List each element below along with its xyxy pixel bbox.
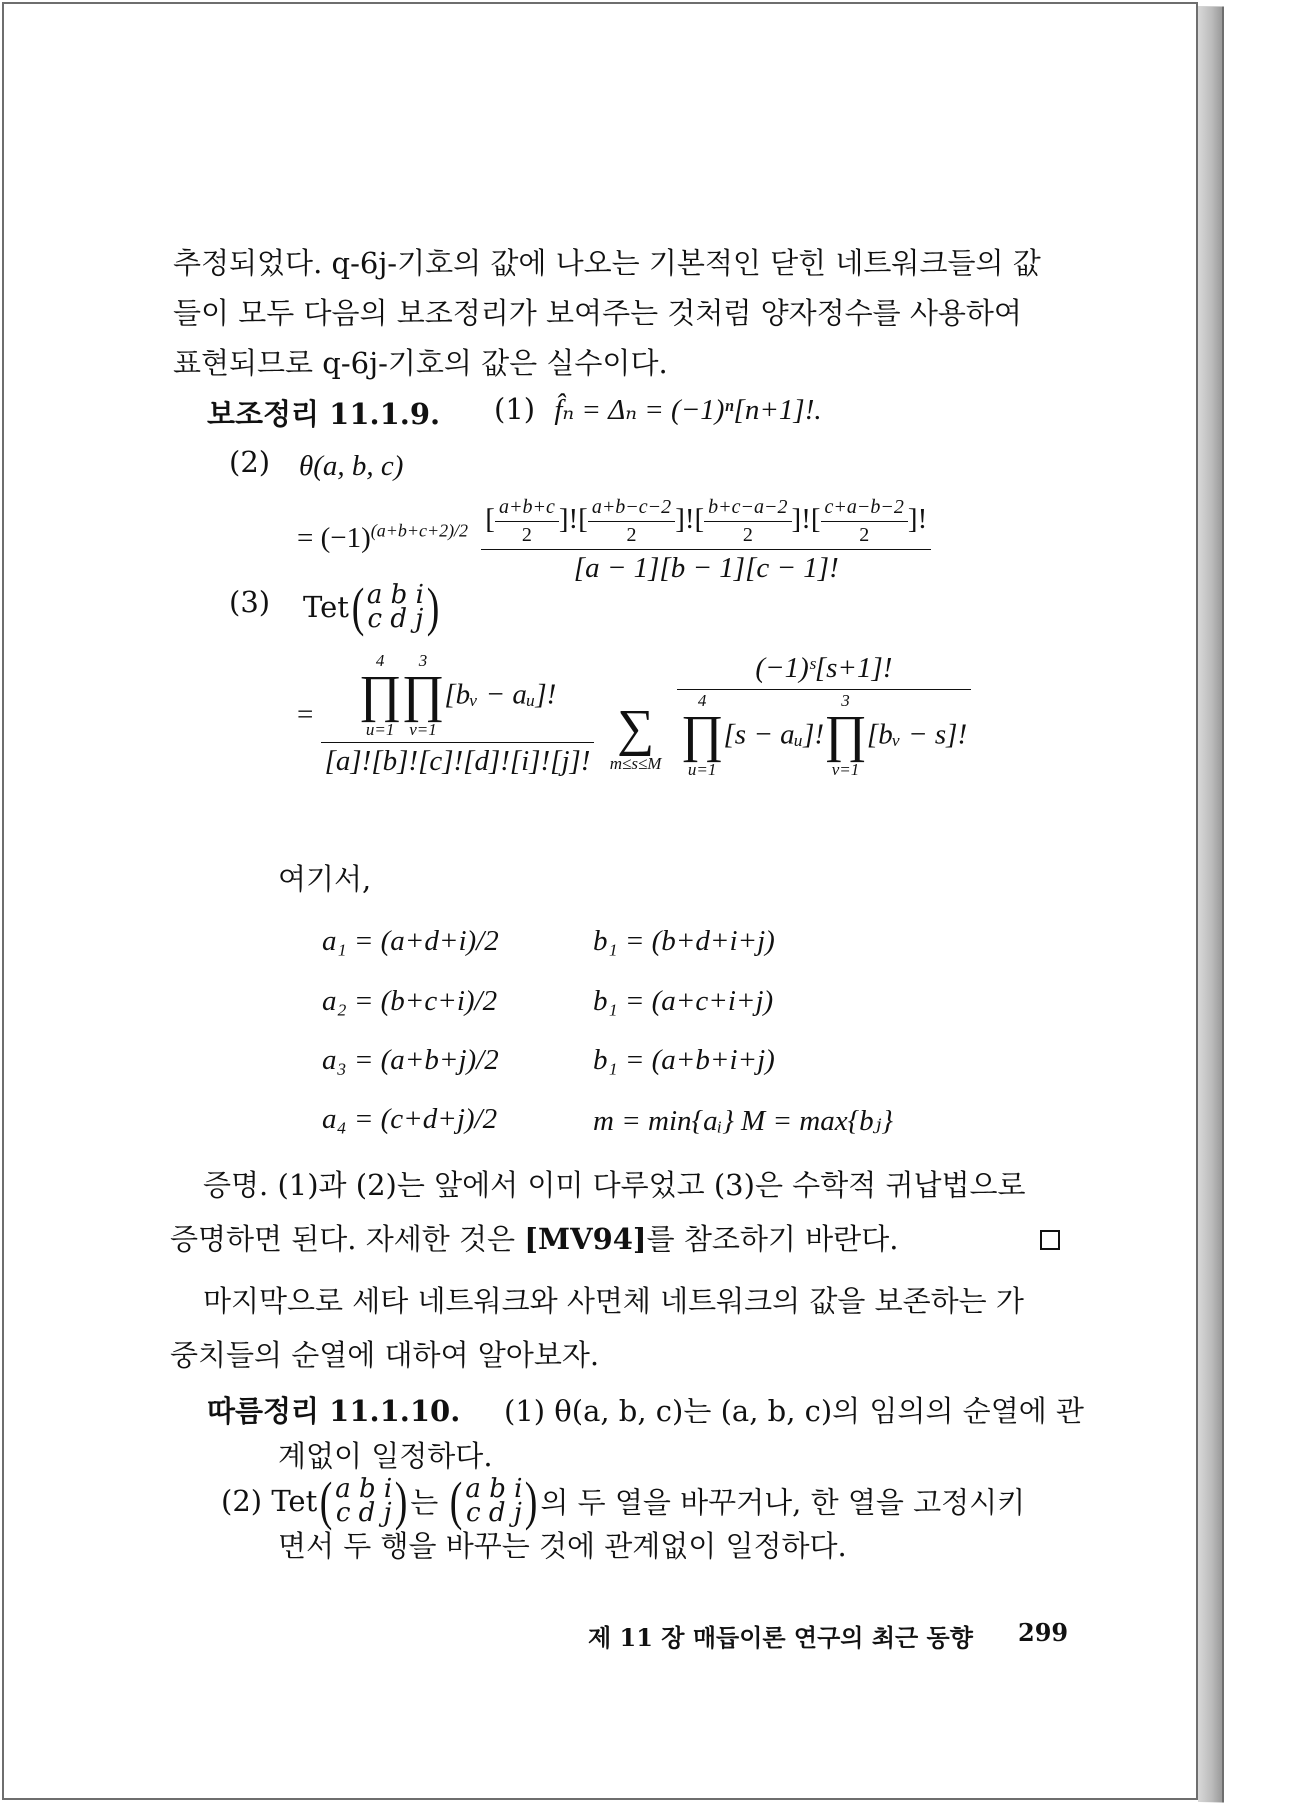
proof-line-1: 증명. (1)과 (2)는 앞에서 이미 다루었고 (3)은 수학적 귀납법으로 [203,1168,1026,1202]
theta-prefix: = (−1) [297,522,371,555]
intro-line-3: 표현되므로 q-6j-기호의 값은 실수이다. [173,346,668,380]
where-label: 여기서, [278,862,372,896]
theta-num-frac-4: $\frac{c+a-b-2}{2}$ [821,496,908,547]
reference-mv94: [MV94] [524,1222,647,1256]
lemma-item-1-number: (1) [494,392,536,426]
def-left-4: a₄ = (c+d+j)/2 [322,1103,498,1135]
sum-numerator: (−1)ˢ[s+1]! [677,652,971,690]
lemma-item-3-number: (3) [229,585,271,619]
intro-line-1: 추정되었다. q-6j-기호의 값에 나오는 기본적인 닫힌 네트워크들의 값 [173,246,1041,280]
theta-num-frac-1: $\frac{a+b+c}{2}$ [495,496,559,547]
tet-formula: = 4 ∏ u=1 3 ∏ v=1 [bᵥ − aᵤ]! [a]![b]![c]![d]![i]![j]! ∑ m≤s≤M (−1)ˢ[s+1]! 4 ∏ u=1 [s − aᵤ]! 3 ∏ v=1 [bᵥ − s]! [297,652,971,778]
tet-first-denominator: [a]![b]![c]![d]![i]![j]! [324,745,591,777]
tet-product-numerator: 4 ∏ u=1 3 ∏ v=1 [bᵥ − aᵤ]! [321,652,595,743]
sum-denominator: 4 ∏ u=1 [s − aᵤ]! 3 ∏ v=1 [bᵥ − s]! [680,691,968,779]
def-right-1: b₁ = (b+d+i+j) [593,925,775,957]
qed-box [1040,1223,1060,1257]
product-v: 3 ∏ v=1 [401,651,445,739]
def-right-4: m = min{aᵢ} M = max{bⱼ} [593,1105,893,1137]
tet-first-fraction [321,652,595,778]
def-left-3: a₃ = (a+b+j)/2 [322,1044,499,1076]
intro-line-2: 들이 모두 다음의 보조정리가 보여주는 것처럼 양자정수를 사용하여 [173,296,1022,330]
product-u: 4 ∏ u=1 [358,651,402,739]
def-right-3: b₁ = (a+b+i+j) [593,1044,775,1076]
theta-exponent: (a+b+c+2)/2 [370,520,469,541]
def-left-1: a₁ = (a+d+i)/2 [322,925,499,957]
lemma-label: 보조정리 11.1.9. [207,397,441,431]
lemma-item-1 [494,392,822,427]
corollary-matrix-1: a b i c d j [335,1474,393,1528]
sum-operator: ∑ m≤s≤M [609,699,662,773]
corollary-item-1-cont: 계없이 일정하다. [278,1439,493,1473]
chapter-running-head: 제 11 장 매듭이론 연구의 최근 동향 [588,1623,973,1652]
closing-paragraph-line-1-wrap [203,1276,1063,1326]
proof-line-2: 증명하면 된다. 자세한 것은 [MV94]를 참조하기 바란다. [170,1222,899,1256]
theta-main-fraction [481,496,931,585]
corollary-matrix-2: a b i c d j [465,1474,523,1528]
proof-paragraph [203,1160,1063,1210]
theta-numerator: [ $\frac{a+b+c}{2}$ ]![ $\frac{a+b-c-2}{2}$ ]![ $\frac{b+c-a-2}{2}$ ]![ $\frac{c+a-b-2}{2}$ ]! [481,496,931,550]
page-edge-shadow [1198,6,1224,1802]
corollary-item-2-cont: 면서 두 행을 바꾸는 것에 관계없이 일정하다. [278,1529,847,1563]
tet-matrix: a b i c d j [366,580,424,634]
intro-paragraph [173,238,1063,388]
corollary-item-2: (2) Tet( a b i c d j )는 ( a b i c d j )의 두 열을 바꾸거나, 한 열을 고정시키 [221,1471,1026,1531]
closing-line-2: 중치들의 순열에 대하여 알아보자. [170,1338,600,1372]
theta-num-frac-3: $\frac{b+c-a-2}{2}$ [704,496,791,547]
lemma-item-2-number: (2) [229,445,271,479]
corollary-item-1: (1) θ(a, b, c)는 (a, b, c)의 임의의 순열에 관 [504,1394,1084,1428]
tet-label: Tet [303,590,349,624]
theta-formula [297,496,931,585]
closing-line-1: 마지막으로 세타 네트워크와 사면체 네트워크의 값을 보존하는 가 [203,1284,1024,1318]
def-left-2: a₂ = (b+c+i)/2 [322,985,498,1017]
theta-num-frac-2: $\frac{a+b-c-2}{2}$ [588,496,675,547]
page-number: 299 [1018,1618,1069,1647]
lemma-item-1-formula: f̂ₙ = Δₙ = (−1)ⁿ[n+1]!. [554,394,822,426]
lemma-item-2-head: θ(a, b, c) [299,450,404,482]
def-right-2: b₁ = (a+c+i+j) [593,985,774,1017]
corollary-label: 따름정리 11.1.10. [207,1394,461,1428]
tet-head: Tet( a b i c d j ) [303,577,440,637]
theta-denominator: [a − 1][b − 1][c − 1]! [573,552,839,584]
tet-sum-fraction [677,652,971,778]
